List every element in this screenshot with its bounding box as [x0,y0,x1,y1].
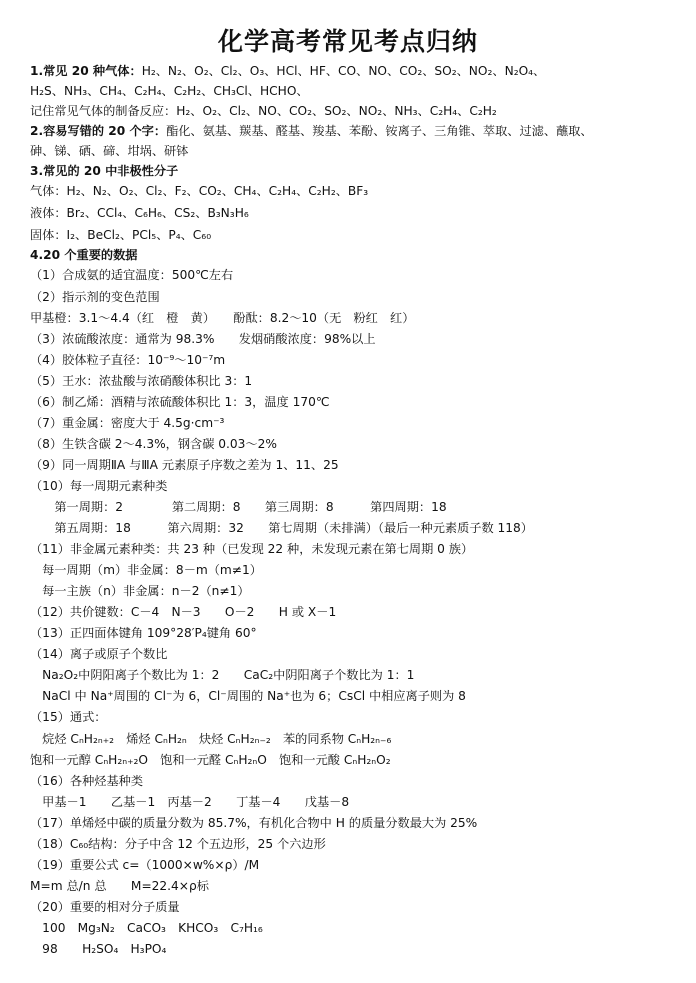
text-line [30,352,225,368]
line-text: （11）非金属元素种类：共 23 种（已发现 22 种，未发现元素在第七周期 0 族） [30,542,474,556]
text-line [30,625,257,641]
page-title: 化学高考常见考点归纳 [217,27,478,56]
line-text: （20）重要的相对分子质量 [30,900,180,914]
text-line [30,478,167,494]
text-line [30,436,277,452]
text-line [30,227,211,243]
line-text: 记住常见气体的制备反应：H₂、O₂、Cl₂、NO、CO₂、SO₂、NO₂、NH₃、C₂H₄、C₂H₂ [30,104,497,118]
text-line [30,941,166,957]
text-line [30,857,259,873]
text-line [30,667,414,683]
text-line [30,731,391,747]
line-text: （6）制乙烯：酒精与浓硫酸体积比 1：3，温度 170℃ [30,395,330,409]
line-text: （19）重要公式 c=（1000×w%×ρ）/M [30,858,260,872]
line-text: 第五周期：18 第六周期：32 第七周期（未排满）（最后一种元素质子数 118） [30,521,533,535]
text-line [30,331,376,347]
line-text: 饱和一元醇 CₙH₂ₙ₊₂O 饱和一元醛 CₙH₂ₙO 饱和一元酸 CₙH₂ₙO₂ [30,753,391,767]
text-line [30,583,250,599]
text-line [30,541,473,557]
text-line [30,520,533,536]
line-text: 第一周期：2 第二周期：8 第三周期：8 第四周期：18 [30,500,447,514]
text-line [30,247,137,263]
line-text: 砷、锑、硒、碲、坩埚、研钵 [30,144,189,158]
section-heading: 1.常见 20 种气体： [30,64,142,78]
text-line [30,267,233,283]
line-text: （15）通式： [30,710,107,724]
text-line [30,836,326,852]
section-heading: 4.20 个重要的数据 [30,248,138,262]
line-text: （4）胶体粒子直径：10⁻⁹～10⁻⁷m [30,353,226,367]
text-line [30,143,188,159]
line-text: （16）各种烃基种类 [30,774,144,788]
line-text: （18）C₆₀结构：分子中含 12 个五边形，25 个六边形 [30,837,326,851]
text-line [30,899,180,915]
text-line [30,163,178,179]
line-text: （1）合成氨的适宜温度：500℃左右 [30,268,234,282]
text-line [30,646,167,662]
text-line [30,920,263,936]
line-text: （2）指示剂的变色范围 [30,290,160,304]
text-line [30,773,143,789]
line-text: Na₂O₂中阴阳离子个数比为 1：2 CaC₂中阴阳离子个数比为 1：1 [30,668,415,682]
line-text: （8）生铁含碳 2～4.3%，钢含碳 0.03～2% [30,437,277,451]
line-text: （5）王水：浓盐酸与浓硝酸体积比 3：1 [30,374,253,388]
line-text: 气体：H₂、N₂、O₂、Cl₂、F₂、CO₂、CH₄、C₂H₄、C₂H₂、BF₃ [30,184,369,198]
line-text: 烷烃 CₙH₂ₙ₊₂ 烯烃 CₙH₂ₙ 炔烃 CₙH₂ₙ₋₂ 苯的同系物 CₙH₂ₙ₋₆ [30,732,392,746]
line-text: （7）重金属：密度大于 4.5g·cm⁻³ [30,416,225,430]
text-line [30,394,330,410]
text-line [30,688,466,704]
line-text: H₂S、NH₃、CH₄、C₂H₄、C₂H₂、CH₃Cl、HCHO、 [30,84,309,98]
line-text: 固体：I₂、BeCl₂、PCl₅、P₄、C₆₀ [30,228,212,242]
text-line [30,63,545,79]
text-line [30,562,262,578]
text-line [30,103,497,119]
line-text: （13）正四面体键角 109°28′P₄键角 60° [30,626,257,640]
line-text: （17）单烯烃中碳的质量分数为 85.7%，有机化合物中 H 的质量分数最大为 25% [30,816,478,830]
line-text: NaCl 中 Na⁺周围的 Cl⁻为 6，Cl⁻周围的 Na⁺也为 6；CsCl 中相应离子则为 8 [30,689,466,703]
line-text: 每一主族（n）非金属：n－2（n≠1） [30,584,250,598]
line-text: 98 H₂SO₄ H₃PO₄ [30,942,167,956]
text-line [30,604,336,620]
line-text: 甲基橙：3.1～4.4（红 橙 黄） 酚酞：8.2～10（无 粉红 红） [30,311,415,325]
line-text: （3）浓硫酸浓度：通常为 98.3% 发烟硝酸浓度：98%以上 [30,332,376,346]
text-line [30,794,349,810]
text-line [30,183,368,199]
line-text: （10）每一周期元素种类 [30,479,168,493]
section-heading: 3.常见的 20 中非极性分子 [30,164,179,178]
text-line [30,499,447,515]
line-text: 酯化、氨基、羰基、醛基、羧基、苯酚、铵离子、三角锥、萃取、过滤、蘸取、 [166,124,593,138]
text-line [30,83,309,99]
text-line [30,457,339,473]
text-line [30,289,160,305]
line-text: 每一周期（m）非金属：8－m（m≠1） [30,563,262,577]
text-line [30,310,414,326]
line-text: （9）同一周期ⅡA 与ⅢA 元素原子序数之差为 1、11、25 [30,458,339,472]
line-text: 液体：Br₂、CCl₄、C₆H₆、CS₂、B₃N₃H₆ [30,206,249,220]
text-line [30,709,106,725]
text-line [30,878,209,894]
line-text: M=m 总/n 总 M=22.4×ρ标 [30,879,209,893]
line-text: （12）共价键数：C－4 N－3 O－2 H 或 X－1 [30,605,337,619]
text-line [30,752,391,768]
text-line [30,415,224,431]
text-line [30,373,252,389]
line-text: （14）离子或原子个数比 [30,647,168,661]
text-line [30,205,249,221]
text-line [30,815,477,831]
text-line [30,123,593,139]
line-text: 甲基－1 乙基－1 丙基－2 丁基－4 戊基－8 [30,795,350,809]
line-text: H₂、N₂、O₂、Cl₂、O₃、HCl、HF、CO、NO、CO₂、SO₂、NO₂、N₂O₄、 [141,64,546,78]
line-text: 100 Mg₃N₂ CaCO₃ KHCO₃ C₇H₁₆ [30,921,263,935]
section-heading: 2.容易写错的 20 个字： [30,124,167,138]
